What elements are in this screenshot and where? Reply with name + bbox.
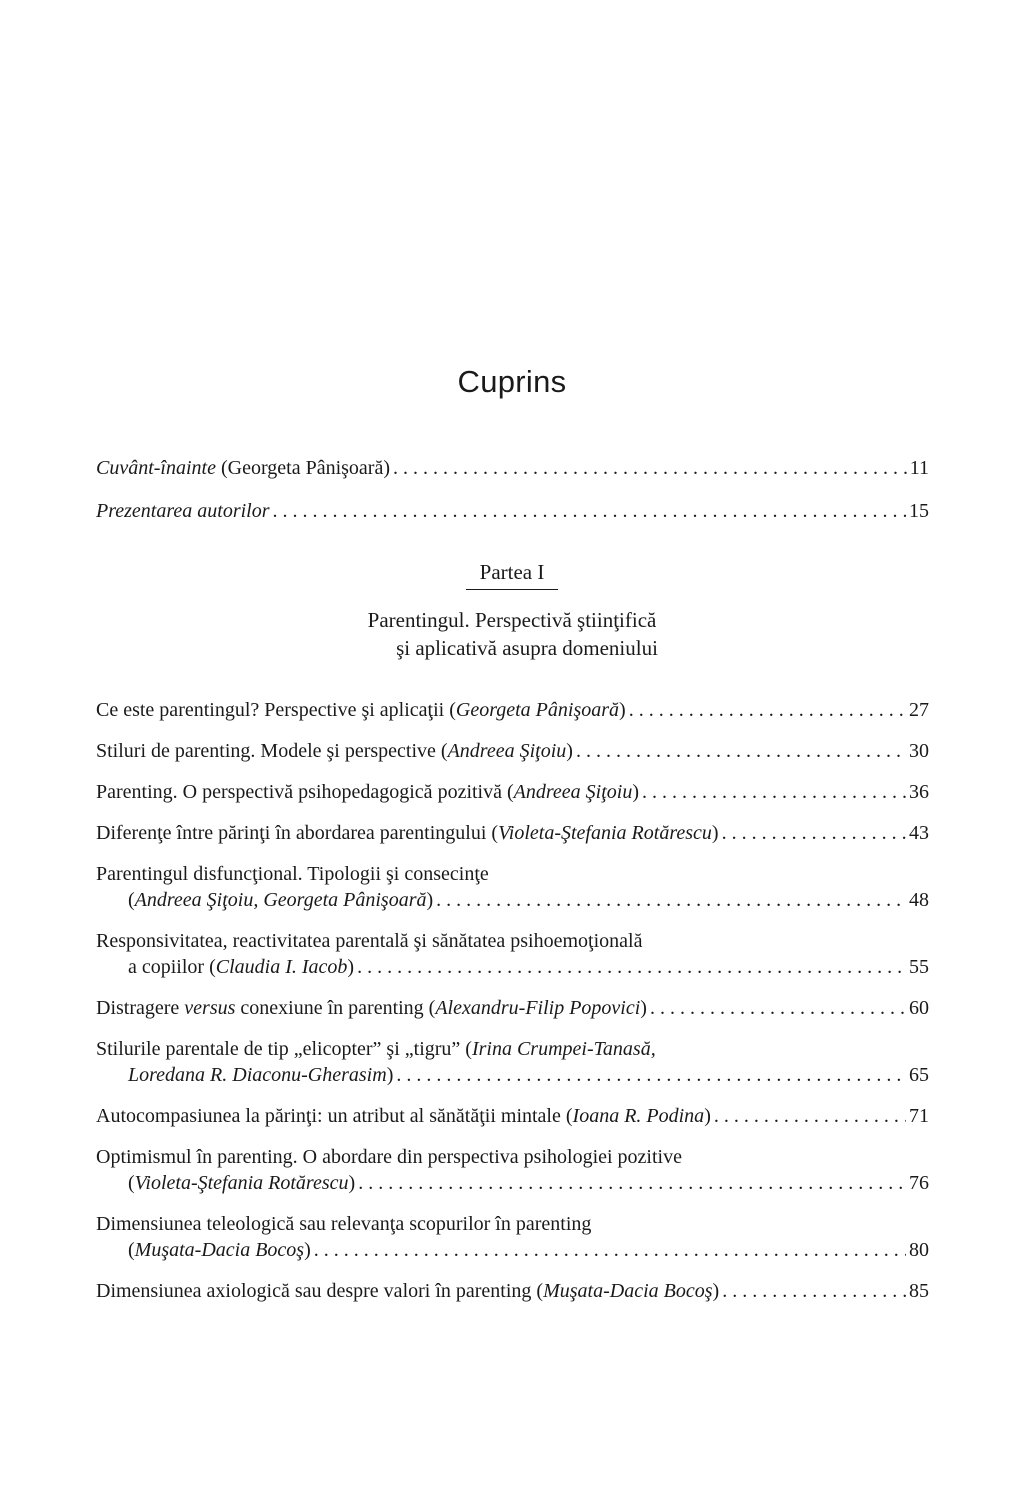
- entry-author: Andreea Şiţoiu: [447, 740, 567, 762]
- toc-entry[interactable]: Distragere versus conexiune în parenting (Alexandru-Filip Popovici) . . . 60: [96, 995, 929, 1021]
- toc-entry[interactable]: [96, 498, 929, 524]
- dot-leader: [358, 1170, 906, 1196]
- page-title: Cuprins: [457, 364, 567, 399]
- entry-author: Georgeta Pânişoară: [455, 699, 620, 721]
- page-number: 76: [909, 1172, 929, 1194]
- entry-author: Loredana R. Diaconu-Gherasim: [128, 1064, 387, 1086]
- toc-entry[interactable]: Responsivitatea, reactivitatea parentală şi sănătatea psihoemoţională a copiilor (Claudia I. Iacob) . . . 55: [96, 928, 929, 980]
- dot-leader: [314, 1237, 906, 1263]
- page-number: 60: [909, 997, 929, 1019]
- entry-title: Parentingul disfuncţional. Tipologii şi consecinţe: [96, 863, 489, 885]
- page-number: 71: [909, 1105, 929, 1127]
- toc-entry[interactable]: Dimensiunea teleologică sau relevanţa scopurilor în parenting (Muşata-Dacia Bocoş) . . . 80: [96, 1211, 929, 1263]
- dot-leader: [650, 995, 906, 1021]
- page-number: 36: [909, 781, 929, 803]
- dot-leader: [357, 954, 906, 980]
- toc-entry[interactable]: Stilurile parentale de tip „elicopter” şi „tigru” (Irina Crumpei-Tanasă, Loredana R. Diaconu-Gherasim) . . . 65: [96, 1036, 929, 1088]
- toc-entry[interactable]: Autocompasiunea la părinţi: un atribut al sănătăţii mintale (Ioana R. Podina) . . . 71: [96, 1103, 929, 1129]
- dot-leader: [393, 455, 907, 481]
- page-number: 11: [909, 457, 929, 479]
- entry-author: Violeta-Ştefania Rotărescu: [498, 822, 712, 844]
- entry-title: Optimismul în parenting. O abordare din perspectiva psihologiei pozitive: [96, 1146, 682, 1168]
- entry-author: Irina Crumpei-Tanasă,: [471, 1038, 656, 1060]
- entry-author: (Georgeta Pânişoară): [215, 457, 390, 479]
- page-number: 15: [909, 500, 929, 522]
- dot-leader: [576, 738, 906, 764]
- toc-entry[interactable]: Parenting. O perspectivă psihopedagogică pozitivă (Andreea Şiţoiu) . . . 36: [96, 779, 929, 805]
- toc-front-matter: [96, 455, 929, 524]
- part-subtitle-line: Parentingul. Perspectivă ştiinţifică: [367, 608, 657, 632]
- entry-title: Responsivitatea, reactivitatea parentală şi sănătatea psihoemoţională: [96, 930, 643, 952]
- dot-leader: [273, 498, 906, 524]
- dot-leader: [714, 1103, 906, 1129]
- toc-entry[interactable]: [96, 455, 929, 481]
- page-number: 43: [909, 822, 929, 844]
- part-subtitle-line: şi aplicativă asupra domeniului: [396, 636, 658, 660]
- entry-author: Andreea Şiţoiu: [513, 781, 633, 803]
- page-number: 48: [909, 889, 929, 911]
- page-number: 85: [909, 1280, 929, 1302]
- toc-entry[interactable]: Ce este parentingul? Perspective şi aplicaţii (Georgeta Pânişoară) . . . 27: [96, 697, 929, 723]
- entry-title: Stilurile parentale de tip „elicopter” şi „tigru” (Irina Crumpei-Tanasă,: [96, 1038, 656, 1060]
- dot-leader: [436, 887, 906, 913]
- page-number: 65: [909, 1064, 929, 1086]
- entry-title: Prezentarea autorilor: [96, 500, 270, 522]
- dot-leader: [642, 779, 906, 805]
- toc-entry[interactable]: Dimensiunea axiologică sau despre valori în parenting (Muşata-Dacia Bocoş) . . . 85: [96, 1278, 929, 1304]
- entry-author: Ioana R. Podina: [572, 1105, 705, 1127]
- page-number: 27: [909, 699, 929, 721]
- dot-leader: [722, 1278, 906, 1304]
- dot-leader: [722, 820, 906, 846]
- entry-author: Andreea Şiţoiu, Georgeta Pânişoară: [134, 889, 427, 911]
- part-subtitle: [0, 606, 1024, 662]
- part-heading: [0, 560, 1024, 662]
- entry-title: Dimensiunea teleologică sau relevanţa scopurilor în parenting: [96, 1213, 592, 1235]
- toc-entry[interactable]: Diferenţe între părinţi în abordarea parentingului (Violeta-Ştefania Rotărescu) . . . 43: [96, 820, 929, 846]
- toc-entry[interactable]: Stiluri de parenting. Modele şi perspective (Andreea Şiţoiu) . . . 30: [96, 738, 929, 764]
- page-number: 55: [909, 956, 929, 978]
- entry-author: Muşata-Dacia Bocoş: [134, 1239, 305, 1261]
- entry-title: Cuvânt-înainte: [96, 457, 216, 479]
- toc-entry[interactable]: Optimismul în parenting. O abordare din perspectiva psihologiei pozitive (Violeta-Ştefania Rotărescu) . . . 76: [96, 1144, 929, 1196]
- dot-leader: [629, 697, 906, 723]
- page-number: 80: [909, 1239, 929, 1261]
- entry-author: Alexandru-Filip Popovici: [435, 997, 641, 1019]
- dot-leader: [396, 1062, 906, 1088]
- entry-author: Violeta-Ştefania Rotărescu: [134, 1172, 349, 1194]
- entry-author: Claudia I. Iacob: [215, 956, 348, 978]
- page-number: 30: [909, 740, 929, 762]
- toc-chapters: [96, 697, 929, 1304]
- entry-author: Muşata-Dacia Bocoş: [543, 1280, 713, 1302]
- toc-entry[interactable]: Parentingul disfuncţional. Tipologii şi consecinţe (Andreea Şiţoiu, Georgeta Pânişoară) . . . 48: [96, 861, 929, 913]
- part-label: Partea I: [466, 560, 559, 590]
